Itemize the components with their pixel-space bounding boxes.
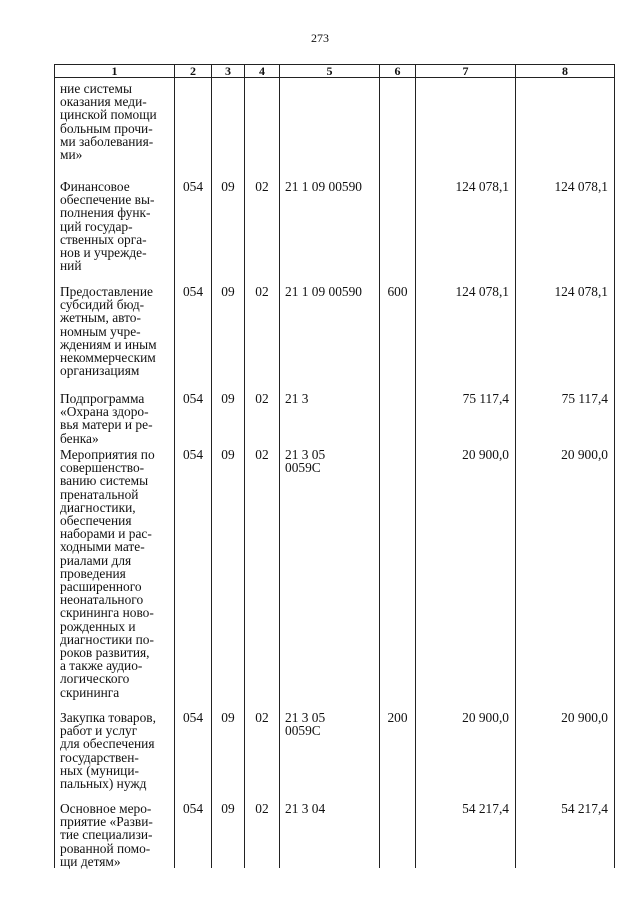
row-section-code: [212, 78, 245, 181]
table-row: [55, 180, 615, 285]
row-ministry-code: 054: [175, 180, 212, 285]
row-name: Основное меро- приятие «Разви- тие специализи- рованной помо- щи детям»: [55, 802, 175, 868]
row-ministry-code: 054: [175, 711, 212, 802]
row-expense-type: 200: [380, 711, 416, 802]
row-section-code: 09: [212, 448, 245, 711]
row-expense-type: [380, 802, 416, 868]
row-ministry-code: 054: [175, 802, 212, 868]
row-expense-type: [380, 448, 416, 711]
row-subsection-code: 02: [245, 392, 280, 448]
header-col-8: 8: [516, 65, 615, 78]
row-target-code: 21 3 05 0059С: [280, 448, 380, 711]
row-amount-b: 20 900,0: [516, 711, 615, 802]
row-subsection-code: [245, 78, 280, 181]
row-amount-a: 54 217,4: [416, 802, 516, 868]
page-number: 273: [311, 31, 329, 45]
row-subsection-code: 02: [245, 285, 280, 392]
row-target-code: 21 3: [280, 392, 380, 448]
row-name: Мероприятия по совершенство- ванию системы пренатальной диагностики, обеспечения наборами и рас- ходными мате- риалами для проведения расширенного неонатального скрининга ново- рожденных и диагностики по- роков развития, а также аудио- логического скрининга: [55, 448, 175, 711]
row-ministry-code: 054: [175, 448, 212, 711]
row-ministry-code: [175, 78, 212, 181]
row-name: Закупка товаров, работ и услуг для обеспечения государствен- ных (муници- пальных) нужд: [55, 711, 175, 802]
row-section-code: 09: [212, 711, 245, 802]
row-amount-b: 75 117,4: [516, 392, 615, 448]
row-section-code: 09: [212, 802, 245, 868]
table-row: [55, 78, 615, 181]
header-col-7: 7: [416, 65, 516, 78]
table-row: [55, 711, 615, 802]
row-target-code: 21 3 04: [280, 802, 380, 868]
row-target-code: 21 1 09 00590: [280, 180, 380, 285]
row-target-code: [280, 78, 380, 181]
header-col-2: 2: [175, 65, 212, 78]
row-name: Финансовое обеспечение вы- полнения функ- ций государ- ственных орга- нов и учрежде- ний: [55, 180, 175, 285]
row-section-code: 09: [212, 180, 245, 285]
row-expense-type: [380, 78, 416, 181]
row-name: ние системы оказания меди- цинской помощи больным прочи- ми заболевания- ми»: [55, 78, 175, 181]
row-amount-a: 124 078,1: [416, 180, 516, 285]
row-amount-a: 20 900,0: [416, 448, 516, 711]
table-row: [55, 392, 615, 448]
row-expense-type: 600: [380, 285, 416, 392]
header-col-5: 5: [280, 65, 380, 78]
header-col-4: 4: [245, 65, 280, 78]
row-subsection-code: 02: [245, 802, 280, 868]
row-amount-b: 54 217,4: [516, 802, 615, 868]
header-col-1: 1: [55, 65, 175, 78]
header-col-3: 3: [212, 65, 245, 78]
row-subsection-code: 02: [245, 711, 280, 802]
row-expense-type: [380, 180, 416, 285]
row-target-code: 21 3 05 0059С: [280, 711, 380, 802]
row-amount-a: 75 117,4: [416, 392, 516, 448]
table-row: [55, 285, 615, 392]
row-amount-a: [416, 78, 516, 181]
row-amount-b: 124 078,1: [516, 285, 615, 392]
row-ministry-code: 054: [175, 285, 212, 392]
row-subsection-code: 02: [245, 448, 280, 711]
row-name: Предоставление субсидий бюд- жетным, авто- номным учре- ждениям и иным некоммерческим организациям: [55, 285, 175, 392]
row-amount-a: 20 900,0: [416, 711, 516, 802]
table-row: [55, 448, 615, 711]
table-row: [55, 802, 615, 868]
row-subsection-code: 02: [245, 180, 280, 285]
budget-table: [54, 64, 615, 868]
row-name: Подпрограмма «Охрана здоро- вья матери и ре- бенка»: [55, 392, 175, 448]
header-row: [55, 65, 615, 78]
row-amount-b: [516, 78, 615, 181]
row-ministry-code: 054: [175, 392, 212, 448]
row-section-code: 09: [212, 285, 245, 392]
row-section-code: 09: [212, 392, 245, 448]
header-col-6: 6: [380, 65, 416, 78]
row-expense-type: [380, 392, 416, 448]
row-amount-a: 124 078,1: [416, 285, 516, 392]
row-amount-b: 20 900,0: [516, 448, 615, 711]
row-amount-b: 124 078,1: [516, 180, 615, 285]
row-target-code: 21 1 09 00590: [280, 285, 380, 392]
